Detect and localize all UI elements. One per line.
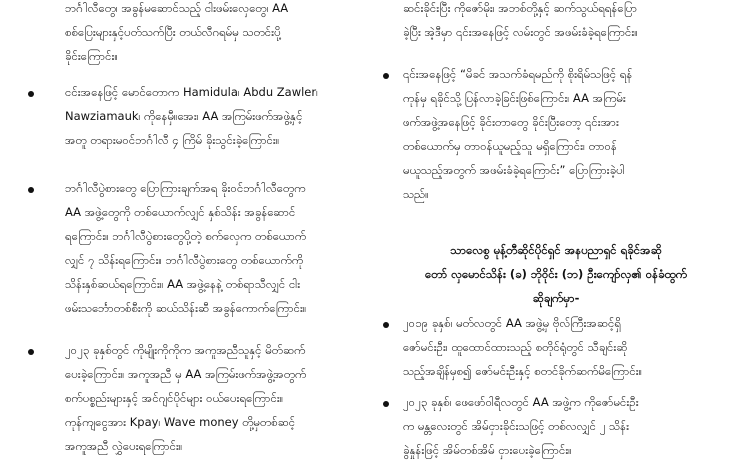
list-item-text: ၂၀၂၃ ခုနှစ်၊ ဖေဖော်ဝါရီလတွင် AA အဖွဲ့က ကိုဇော်မင်းဦး က မန္တလေးတွင် အိမ်ငှားခိုင်းသဖြင့် တစ်လလျှင် ၂ သိန်း ခွဲနှုန်းဖြင့် အိမ်တစ်အိမ် ငှားပေးခဲ့ကြောင်း။ xyxy=(403,395,639,457)
continuation-paragraph: ဘင်္ဂါလီတွေ၊ အခွန်မဆောင်သည့် ငါးဖမ်းလှေတွေ၊ AA စစ်ပြေးများနှင့်ပတ်သက်ပြီး တယ်လီဂရမ်မှ သတင်းပို့ ခိုင်းကြောင်း။ xyxy=(65,1,289,63)
bullet-icon xyxy=(28,187,34,193)
list-item-text: ဘင်္ဂါလီပွဲစားတွေ ပြောကြားချက်အရ ခိုးဝင်ဘင်္ဂါလီတွေက AA အဖွဲ့တွေကို တစ်ယောက်လျှင် နှစ်သိန်း အခွန်ဆောင် ရကြောင်း။ ဘင်္ဂါလီပွဲစားတွေပို့တဲ့ စက်လှေက တစ်ယောက် လျှင် ၇ သိန်းရကြောင်း။ ဘင်္ဂါလီပွဲစားတွေ တစ်ယောက်ကို သိန်းနှစ်ဆယ်ရကြောင်း။ AA အဖွဲ့နေနဲ့ တစ်ရာသီလျှင် ငါး ဖမ်းသင်္ဘောတစ်စီးကို ဆယ်သိန်းဆီ အခွန်ကောက်ကြောင်း။ xyxy=(65,181,307,315)
continuation-paragraph: ဆင်းခိုင်းပြီး ကိုဇော်မိုး၊ အဘစ်တို့နှင့် ဆက်သွယ်ရရန်ပြော ခဲ့ပြီး အဲ့ဒီမှာ ၎င်းအနေဖြင့် လမ်းတွင် အဖမ်းခံခဲ့ရကြောင်း။ xyxy=(403,1,638,39)
list-item-text: ငင်းအနေဖြင့် မောင်တောက Hamidula၊ Abdu Zawler၊ Nawziamauk၊ ကိုနေမှီ။အေး၊ AA အကြမ်းဖက်အဖွဲ့နှင့် အတူ တရားမဝင်ဘင်္ဂါလီ ၄ ကြိမ် ခိုးသွင်းခဲ့ကြောင်း။ xyxy=(65,85,318,147)
list-item-text: ၂၀၂၃ ခုနှစ်တွင် ကိုမျိုးကိုကိုက အကူအညီသူနှင့် မိတ်ဆက် ပေးခဲ့ကြောင်း။ အကူအညီ မှ AA အကြမ်းဖက်အဖွဲ့အတွက် စက်ပစ္စည်းများနှင့် အင်ဂျင်ပိုင်များ ဝယ်ပေးရကြောင်း။ ကုန်ကျငွေအား Kpay၊ Wave money တို့မှတစ်ဆင့် အကူအညီ လွှဲပေးရကြောင်း။ xyxy=(65,343,307,453)
bullet-icon xyxy=(28,91,34,97)
bullet-icon xyxy=(383,73,389,79)
list-item-text: ၂၀၁၉ ခုနှစ်၊ မတ်လတွင် AA အဖွဲ့မှ ဗိုလ်ကြီးအဆင့်ရှိ ဇော်မင်းဦး၊ ထူထောင်ထားသည့် စတိုင်ရုံတွင် သီချင်းဆို သည့်အချိန်မှစ၍ ဇော်မင်းဦးနှင့် စတင်ခိုက်ဆက်မိကြောင်း။ xyxy=(403,316,643,378)
section-heading: သာလေစွ မုန့်တီဆိုင်ပိုင်ရှင် အနပညာရှင် ရခိုင်အဆို တော် လှမောင်သိန်း (ခ) ဘိုဝိုင်း (ဘ) ဦးကျော်လှ၏ ဝန်ခံထွက် ဆိုချက်မှာ- xyxy=(425,243,687,305)
bullet-icon xyxy=(28,349,34,355)
list-item-text: ၎င်းအနေဖြင့် “မိခင် အသက်ခံရမည်ကို စိုးရိမ်သဖြင့် ရန် ကုန်မှ ရခိုင်သို့ ပြန်လာခဲ့ခြင်းဖြစ်ကြောင်း၊ AA အကြမ်း ဖက်အဖွဲ့အနေဖြင့် ခိုင်းတာတွေ ခိုင်းပြီးတော့ ၎င်းအား တစ်ယောက်မှ တာဝန်ယူမည့်သူ မရှိကြောင်း၊ တာဝန် မယူသည့်အတွက် အဖမ်းခံခဲ့ရကြောင်း” ပြောကြားခဲ့ပါ သည်။ xyxy=(403,67,633,201)
bullet-icon xyxy=(383,401,389,407)
bullet-icon xyxy=(383,322,389,328)
